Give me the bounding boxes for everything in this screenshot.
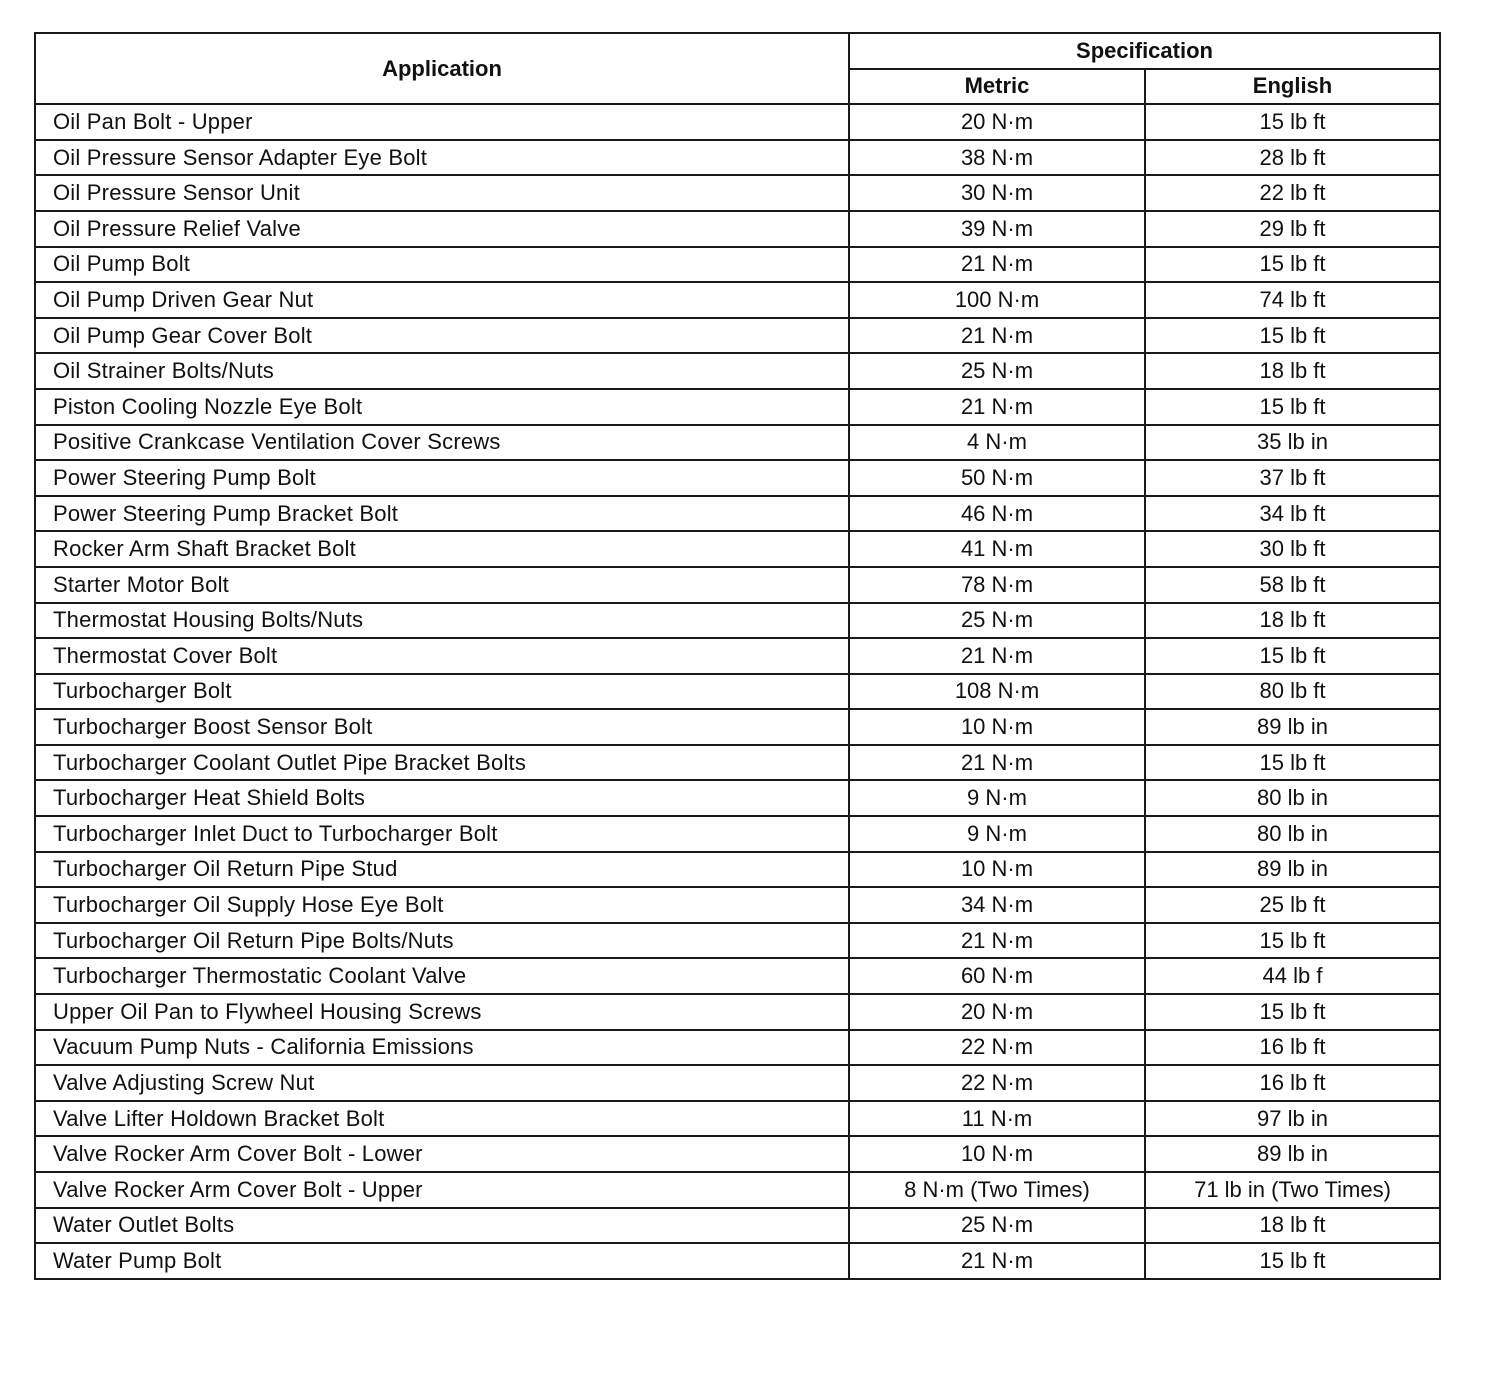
table-row [35, 567, 1440, 603]
application-cell: Water Pump Bolt [35, 1243, 849, 1279]
application-cell: Turbocharger Heat Shield Bolts [35, 780, 849, 816]
table-row [35, 1030, 1440, 1066]
table-row [35, 745, 1440, 781]
english-value-cell: 16 lb ft [1145, 1065, 1440, 1101]
table-row [35, 638, 1440, 674]
metric-value-cell: 21 N·m [849, 389, 1145, 425]
application-cell: Valve Adjusting Screw Nut [35, 1065, 849, 1101]
english-value-cell: 58 lb ft [1145, 567, 1440, 603]
english-value-cell: 18 lb ft [1145, 603, 1440, 639]
table-row [35, 1208, 1440, 1244]
metric-value-cell: 11 N·m [849, 1101, 1145, 1137]
english-value-cell: 30 lb ft [1145, 531, 1440, 567]
application-cell: Oil Pump Driven Gear Nut [35, 282, 849, 318]
header-row-top [35, 33, 1440, 69]
metric-value-cell: 34 N·m [849, 887, 1145, 923]
table-row [35, 923, 1440, 959]
english-value-cell: 15 lb ft [1145, 745, 1440, 781]
metric-value-cell: 21 N·m [849, 318, 1145, 354]
metric-value-cell: 108 N·m [849, 674, 1145, 710]
table-row [35, 425, 1440, 461]
english-value-cell: 15 lb ft [1145, 923, 1440, 959]
table-row [35, 1243, 1440, 1279]
table-row [35, 496, 1440, 532]
table-row [35, 1065, 1440, 1101]
metric-header: Metric [849, 69, 1145, 105]
metric-value-cell: 10 N·m [849, 1136, 1145, 1172]
application-cell: Power Steering Pump Bracket Bolt [35, 496, 849, 532]
english-value-cell: 34 lb ft [1145, 496, 1440, 532]
application-cell: Oil Pressure Sensor Unit [35, 175, 849, 211]
application-cell: Oil Strainer Bolts/Nuts [35, 353, 849, 389]
application-cell: Turbocharger Coolant Outlet Pipe Bracket Bolts [35, 745, 849, 781]
application-cell: Water Outlet Bolts [35, 1208, 849, 1244]
english-value-cell: 15 lb ft [1145, 104, 1440, 140]
application-cell: Rocker Arm Shaft Bracket Bolt [35, 531, 849, 567]
metric-value-cell: 20 N·m [849, 994, 1145, 1030]
application-cell: Positive Crankcase Ventilation Cover Screws [35, 425, 849, 461]
english-value-cell: 74 lb ft [1145, 282, 1440, 318]
metric-value-cell: 78 N·m [849, 567, 1145, 603]
metric-value-cell: 21 N·m [849, 247, 1145, 283]
table-row [35, 674, 1440, 710]
metric-value-cell: 41 N·m [849, 531, 1145, 567]
english-header: English [1145, 69, 1440, 105]
english-value-cell: 89 lb in [1145, 1136, 1440, 1172]
application-cell: Upper Oil Pan to Flywheel Housing Screws [35, 994, 849, 1030]
metric-value-cell: 30 N·m [849, 175, 1145, 211]
table-row [35, 852, 1440, 888]
metric-value-cell: 60 N·m [849, 958, 1145, 994]
table-row [35, 353, 1440, 389]
english-value-cell: 35 lb in [1145, 425, 1440, 461]
english-value-cell: 71 lb in (Two Times) [1145, 1172, 1440, 1208]
english-value-cell: 29 lb ft [1145, 211, 1440, 247]
metric-value-cell: 25 N·m [849, 603, 1145, 639]
application-cell: Valve Lifter Holdown Bracket Bolt [35, 1101, 849, 1137]
metric-value-cell: 46 N·m [849, 496, 1145, 532]
metric-value-cell: 10 N·m [849, 709, 1145, 745]
metric-value-cell: 9 N·m [849, 816, 1145, 852]
metric-value-cell: 8 N·m (Two Times) [849, 1172, 1145, 1208]
application-cell: Turbocharger Oil Supply Hose Eye Bolt [35, 887, 849, 923]
english-value-cell: 80 lb in [1145, 816, 1440, 852]
english-value-cell: 44 lb f [1145, 958, 1440, 994]
english-value-cell: 37 lb ft [1145, 460, 1440, 496]
english-value-cell: 22 lb ft [1145, 175, 1440, 211]
specification-header: Specification [849, 33, 1440, 69]
english-value-cell: 18 lb ft [1145, 353, 1440, 389]
application-cell: Oil Pressure Relief Valve [35, 211, 849, 247]
english-value-cell: 97 lb in [1145, 1101, 1440, 1137]
table-row [35, 460, 1440, 496]
english-value-cell: 18 lb ft [1145, 1208, 1440, 1244]
metric-value-cell: 21 N·m [849, 745, 1145, 781]
metric-value-cell: 21 N·m [849, 638, 1145, 674]
english-value-cell: 15 lb ft [1145, 638, 1440, 674]
table-row [35, 603, 1440, 639]
english-value-cell: 15 lb ft [1145, 1243, 1440, 1279]
application-cell: Turbocharger Bolt [35, 674, 849, 710]
metric-value-cell: 100 N·m [849, 282, 1145, 318]
metric-value-cell: 21 N·m [849, 1243, 1145, 1279]
metric-value-cell: 25 N·m [849, 353, 1145, 389]
english-value-cell: 25 lb ft [1145, 887, 1440, 923]
table-row [35, 1172, 1440, 1208]
table-body [35, 104, 1440, 1279]
application-cell: Thermostat Cover Bolt [35, 638, 849, 674]
application-cell: Power Steering Pump Bolt [35, 460, 849, 496]
table-row [35, 994, 1440, 1030]
application-cell: Thermostat Housing Bolts/Nuts [35, 603, 849, 639]
table-row [35, 1136, 1440, 1172]
english-value-cell: 16 lb ft [1145, 1030, 1440, 1066]
table-row [35, 282, 1440, 318]
table-row [35, 247, 1440, 283]
application-cell: Oil Pump Gear Cover Bolt [35, 318, 849, 354]
metric-value-cell: 4 N·m [849, 425, 1145, 461]
english-value-cell: 15 lb ft [1145, 318, 1440, 354]
table-row [35, 104, 1440, 140]
table-header [35, 33, 1440, 104]
table-row [35, 389, 1440, 425]
english-value-cell: 15 lb ft [1145, 247, 1440, 283]
application-header: Application [35, 33, 849, 104]
application-cell: Oil Pressure Sensor Adapter Eye Bolt [35, 140, 849, 176]
table-row [35, 816, 1440, 852]
table-row [35, 780, 1440, 816]
metric-value-cell: 50 N·m [849, 460, 1145, 496]
metric-value-cell: 21 N·m [849, 923, 1145, 959]
metric-value-cell: 9 N·m [849, 780, 1145, 816]
application-cell: Valve Rocker Arm Cover Bolt - Upper [35, 1172, 849, 1208]
table-row [35, 531, 1440, 567]
application-cell: Turbocharger Boost Sensor Bolt [35, 709, 849, 745]
application-cell: Vacuum Pump Nuts - California Emissions [35, 1030, 849, 1066]
english-value-cell: 80 lb in [1145, 780, 1440, 816]
metric-value-cell: 25 N·m [849, 1208, 1145, 1244]
torque-specification-table [34, 32, 1441, 1280]
english-value-cell: 28 lb ft [1145, 140, 1440, 176]
application-cell: Piston Cooling Nozzle Eye Bolt [35, 389, 849, 425]
application-cell: Turbocharger Oil Return Pipe Stud [35, 852, 849, 888]
metric-value-cell: 10 N·m [849, 852, 1145, 888]
application-cell: Oil Pump Bolt [35, 247, 849, 283]
table-row [35, 887, 1440, 923]
application-cell: Turbocharger Inlet Duct to Turbocharger Bolt [35, 816, 849, 852]
table-row [35, 709, 1440, 745]
english-value-cell: 89 lb in [1145, 852, 1440, 888]
application-cell: Valve Rocker Arm Cover Bolt - Lower [35, 1136, 849, 1172]
table-row [35, 211, 1440, 247]
table-row [35, 140, 1440, 176]
english-value-cell: 15 lb ft [1145, 389, 1440, 425]
english-value-cell: 89 lb in [1145, 709, 1440, 745]
english-value-cell: 15 lb ft [1145, 994, 1440, 1030]
table-row [35, 318, 1440, 354]
metric-value-cell: 39 N·m [849, 211, 1145, 247]
table-row [35, 958, 1440, 994]
application-cell: Starter Motor Bolt [35, 567, 849, 603]
metric-value-cell: 20 N·m [849, 104, 1145, 140]
metric-value-cell: 38 N·m [849, 140, 1145, 176]
metric-value-cell: 22 N·m [849, 1065, 1145, 1101]
application-cell: Turbocharger Thermostatic Coolant Valve [35, 958, 849, 994]
application-cell: Turbocharger Oil Return Pipe Bolts/Nuts [35, 923, 849, 959]
table-row [35, 175, 1440, 211]
table-row [35, 1101, 1440, 1137]
application-cell: Oil Pan Bolt - Upper [35, 104, 849, 140]
english-value-cell: 80 lb ft [1145, 674, 1440, 710]
metric-value-cell: 22 N·m [849, 1030, 1145, 1066]
